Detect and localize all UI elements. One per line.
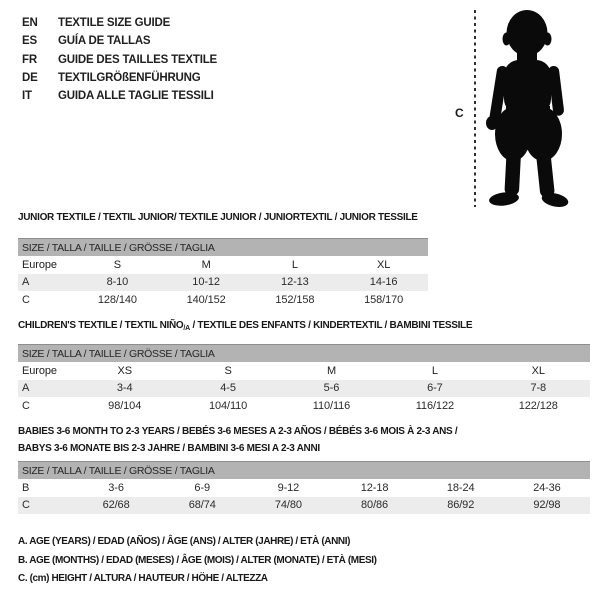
table-row-height: [18, 397, 590, 415]
value-cell: 122/128: [518, 399, 558, 412]
value-cell: 3-6: [108, 481, 124, 494]
value-cell: 158/170: [364, 293, 404, 306]
value-cell: 6-9: [194, 481, 211, 494]
size-header-label: SIZE / TALLA / TAILLE / GRÖSSE / TAGLIA: [18, 462, 590, 480]
height-measure-label: C: [455, 106, 464, 120]
size-column-cell: S: [224, 364, 232, 377]
value-cell: 152/158: [275, 293, 315, 306]
size-header-label: SIZE / TALLA / TAILLE / GRÖSSE / TAGLIA: [18, 239, 428, 257]
row-label: A: [18, 380, 73, 398]
baby-silhouette: [478, 8, 578, 210]
guide-title: TEXTILGRÖßENFÜHRUNG: [58, 72, 201, 85]
guide-title: TEXTILE SIZE GUIDE: [58, 17, 171, 30]
size-header-row: [18, 239, 428, 257]
value-cell: 4-5: [176, 380, 279, 398]
guide-title: GUÍA DE TALLAS: [58, 35, 151, 48]
height-measure-dashed-line: [474, 10, 476, 207]
value-cell: 8-10: [73, 274, 162, 292]
language-row: [22, 14, 217, 32]
row-label: B: [22, 481, 30, 494]
value-cell: 140/152: [186, 293, 226, 306]
children-size-table: [18, 344, 590, 415]
row-label: C: [22, 399, 30, 412]
language-title-list: [22, 14, 217, 105]
size-column-cell: M: [201, 258, 211, 271]
babies-size-table: [18, 461, 590, 514]
size-column-cell: XS: [117, 364, 132, 377]
language-code: ES: [22, 35, 37, 48]
value-cell: 9-12: [277, 481, 300, 494]
value-cell: 18-24: [446, 481, 475, 494]
language-code: EN: [22, 17, 38, 30]
value-cell: 80/86: [331, 497, 417, 515]
size-column-cell: S: [113, 258, 121, 271]
value-cell: 6-7: [383, 380, 486, 398]
value-cell: 86/92: [418, 497, 504, 515]
guide-title: GUIDE DES TAILLES TEXTILE: [58, 53, 217, 66]
row-label: C: [22, 293, 30, 306]
size-column-cell: XL: [376, 258, 391, 271]
junior-size-table: [18, 238, 428, 309]
caption-line-2: BABYS 3-6 MONATE BIS 2-3 JAHRE / BAMBINI 3-6 MESI A 2-3 ANNI: [18, 442, 320, 454]
value-cell: 62/68: [73, 497, 159, 515]
note-height-cm: C. (cm) HEIGHT / ALTURA / HAUTEUR / HÖHE / ALTEZZA: [18, 573, 268, 584]
value-cell: 98/104: [108, 399, 142, 412]
region-header-cell: Europe: [22, 364, 57, 377]
note-age-months: B. AGE (MONTHS) / EDAD (MESES) / ÂGE (MOIS) / ALTER (MONATE) / ETÀ (MESI): [18, 554, 377, 566]
language-row: [22, 51, 217, 69]
value-cell: 92/98: [504, 497, 590, 515]
value-cell: 5-6: [280, 380, 383, 398]
column-header-row: [18, 256, 428, 274]
children-table-caption: [18, 320, 472, 332]
caption-text: / TEXTILE DES ENFANTS / KINDERTEXTIL / BAMBINI TESSILE: [190, 320, 473, 331]
guide-title: GUIDA ALLE TAGLIE TESSILI: [58, 90, 214, 103]
table-row-age: [18, 380, 590, 398]
size-column-cell: L: [291, 258, 298, 271]
language-code: DE: [22, 72, 38, 85]
row-label: C: [18, 497, 73, 515]
table-row-age-months: [18, 479, 590, 497]
value-cell: 116/122: [415, 399, 454, 412]
size-header-row: [18, 345, 590, 363]
value-cell: 68/74: [159, 497, 245, 515]
size-column-cell: L: [431, 364, 438, 377]
value-cell: 128/140: [97, 293, 137, 306]
size-header-label: SIZE / TALLA / TAILLE / GRÖSSE / TAGLIA: [18, 345, 590, 363]
value-cell: 14-16: [339, 274, 428, 292]
language-code: FR: [22, 53, 37, 66]
table-row-height: [18, 497, 590, 515]
caption-text: CHILDREN'S TEXTILE / TEXTIL NIÑO: [18, 320, 184, 331]
value-cell: 24-36: [533, 481, 561, 494]
babies-table-caption: [18, 424, 457, 457]
caption-subscript: /A: [183, 325, 190, 332]
value-cell: 110/116: [312, 399, 351, 412]
language-code: IT: [22, 90, 32, 103]
value-cell: 3-4: [73, 380, 176, 398]
note-age-years: A. AGE (YEARS) / EDAD (AÑOS) / ÂGE (ANS) / ALTER (JAHRE) / ETÀ (ANNI): [18, 536, 351, 547]
value-cell: 12-18: [360, 481, 389, 494]
value-cell: 12-13: [251, 274, 340, 292]
language-row: [22, 87, 217, 105]
table-row-height: [18, 291, 428, 309]
value-cell: 104/110: [208, 399, 248, 412]
row-label: A: [18, 274, 73, 292]
region-header-cell: Europe: [22, 258, 57, 271]
size-column-cell: M: [326, 364, 337, 377]
column-header-row: [18, 362, 590, 380]
language-row: [22, 32, 217, 50]
value-cell: 7-8: [487, 380, 590, 398]
size-header-row: [18, 462, 590, 480]
language-row: [22, 69, 217, 87]
value-cell: 74/80: [245, 497, 331, 515]
caption-line-1: BABIES 3-6 MONTH TO 2-3 YEARS / BEBÉS 3-6 MESES A 2-3 AÑOS / BÉBÉS 3-6 MOIS À 2-3 ANS /: [18, 426, 458, 437]
legend-notes: [18, 533, 377, 589]
size-column-cell: XL: [531, 364, 545, 377]
value-cell: 10-12: [162, 274, 251, 292]
table-row-age: [18, 274, 428, 292]
junior-table-caption: JUNIOR TEXTILE / TEXTIL JUNIOR/ TEXTILE JUNIOR / JUNIORTEXTIL / JUNIOR TESSILE: [18, 212, 418, 223]
